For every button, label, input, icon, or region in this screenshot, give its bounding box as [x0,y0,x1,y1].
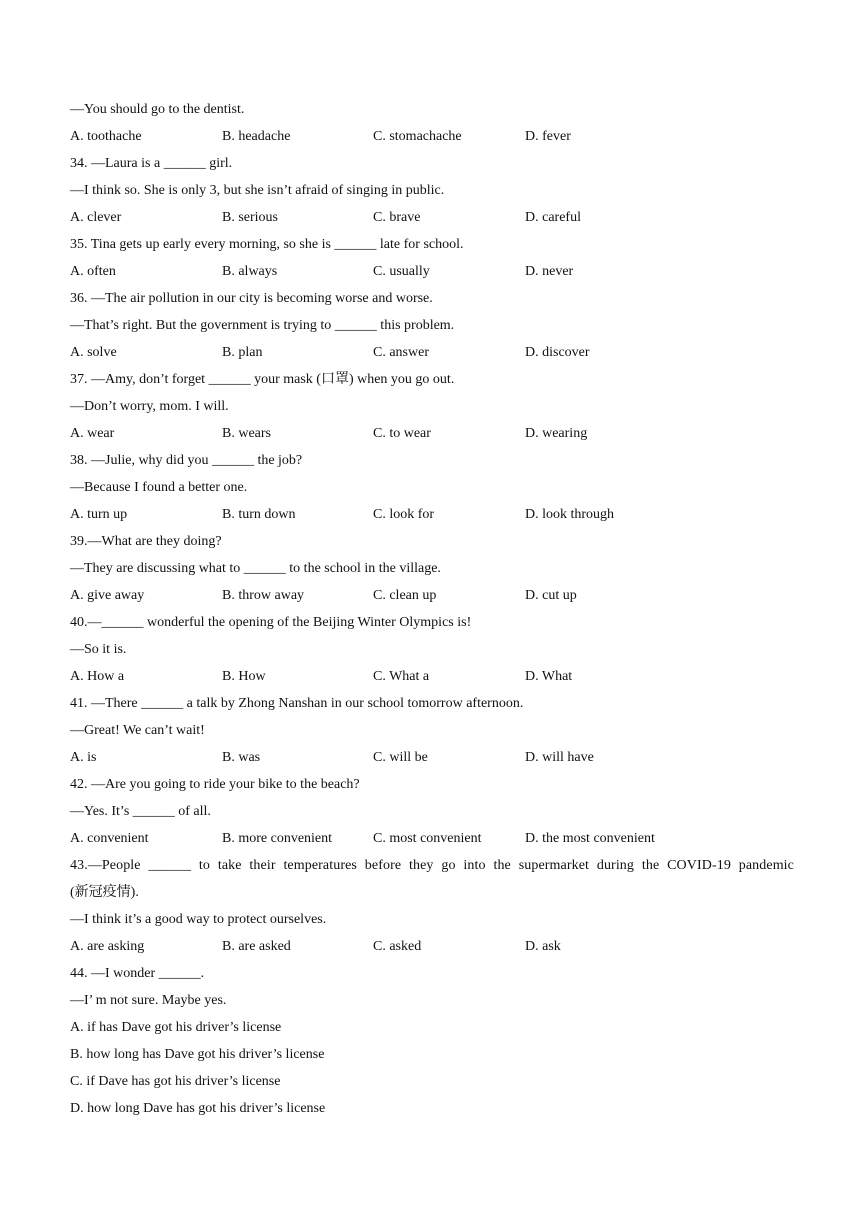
q41-reply: —Great! We can’t wait! [70,723,205,738]
q44-option-c: C. if Dave has got his driver’s license [70,1074,281,1089]
q40-options [70,663,794,690]
option-d: D. What [525,669,573,684]
option-d: D. careful [525,210,581,225]
exam-page [70,96,794,1122]
option-a: A. convenient [70,831,149,846]
q43-options [70,933,794,960]
q38-stem: 38. —Julie, why did you ______ the job? [70,453,303,468]
option-a: A. solve [70,345,117,360]
q40-reply: —So it is. [70,642,127,657]
option-a: A. are asking [70,939,145,954]
option-b: B. are asked [222,939,291,954]
option-a: A. give away [70,588,145,603]
option-b: B. How [222,669,266,684]
option-d: D. the most convenient [525,831,655,846]
q43-stem: 43.—People ______ to take their temperatures before they go into the supermarket during the COVID-19 pandemic [70,858,794,873]
q41-stem: 41. —There ______ a talk by Zhong Nanshan in our school tomorrow afternoon. [70,696,524,711]
q43-reply: —I think it’s a good way to protect ourselves. [70,912,327,927]
q34-stem: 34. —Laura is a ______ girl. [70,156,233,171]
option-c: C. asked [373,939,422,954]
option-b: B. serious [222,210,278,225]
q42-reply: —Yes. It’s ______ of all. [70,804,211,819]
option-b: B. throw away [222,588,305,603]
q33-answer-line: —You should go to the dentist. [70,102,245,117]
option-b: B. plan [222,345,263,360]
q37-stem: 37. —Amy, don’t forget ______ your mask (口罩) when you go out. [70,372,455,387]
option-a: A. turn up [70,507,128,522]
option-a: A. often [70,264,116,279]
q34-reply: —I think so. She is only 3, but she isn’t afraid of singing in public. [70,183,445,198]
q39-stem: 39.—What are they doing? [70,534,222,549]
q43-stem-continued: (新冠疫情). [70,885,139,900]
q36-stem: 36. —The air pollution in our city is becoming worse and worse. [70,291,433,306]
q35-stem: 35. Tina gets up early every morning, so she is ______ late for school. [70,237,464,252]
q44-option-a: A. if has Dave got his driver’s license [70,1020,282,1035]
option-c: C. will be [373,750,428,765]
option-c: C. to wear [373,426,431,441]
q44-reply: —I’ m not sure. Maybe yes. [70,993,227,1008]
q39-options [70,582,794,609]
option-c: C. usually [373,264,430,279]
option-a: A. wear [70,426,115,441]
option-b: B. turn down [222,507,296,522]
option-c: C. clean up [373,588,437,603]
q40-stem: 40.—______ wonderful the opening of the Beijing Winter Olympics is! [70,615,472,630]
option-d: D. fever [525,129,571,144]
option-a: A. is [70,750,97,765]
option-a: A. toothache [70,129,142,144]
q36-reply: —That’s right. But the government is trying to ______ this problem. [70,318,455,333]
option-d: D. look through [525,507,615,522]
option-c: C. answer [373,345,429,360]
q33-options [70,123,794,150]
option-c: C. most convenient [373,831,482,846]
option-d: D. never [525,264,574,279]
q38-options [70,501,794,528]
option-a: A. clever [70,210,122,225]
option-d: D. ask [525,939,561,954]
option-b: B. always [222,264,278,279]
option-c: C. brave [373,210,421,225]
q36-options [70,339,794,366]
option-d: D. discover [525,345,590,360]
option-d: D. wearing [525,426,588,441]
option-d: D. will have [525,750,594,765]
option-d: D. cut up [525,588,577,603]
q35-options [70,258,794,285]
q37-options [70,420,794,447]
q42-options [70,825,794,852]
q41-options [70,744,794,771]
q37-reply: —Don’t worry, mom. I will. [70,399,229,414]
q38-reply: —Because I found a better one. [70,480,248,495]
option-b: B. headache [222,129,291,144]
option-b: B. was [222,750,261,765]
q34-options [70,204,794,231]
option-c: C. stomachache [373,129,462,144]
q39-reply: —They are discussing what to ______ to the school in the village. [70,561,441,576]
option-c: C. What a [373,669,430,684]
option-b: B. wears [222,426,271,441]
q44-option-d: D. how long Dave has got his driver’s license [70,1101,326,1116]
option-a: A. How a [70,669,125,684]
q42-stem: 42. —Are you going to ride your bike to the beach? [70,777,360,792]
option-c: C. look for [373,507,435,522]
q44-option-b: B. how long has Dave got his driver’s license [70,1047,325,1062]
q44-stem: 44. —I wonder ______. [70,966,205,981]
option-b: B. more convenient [222,831,333,846]
